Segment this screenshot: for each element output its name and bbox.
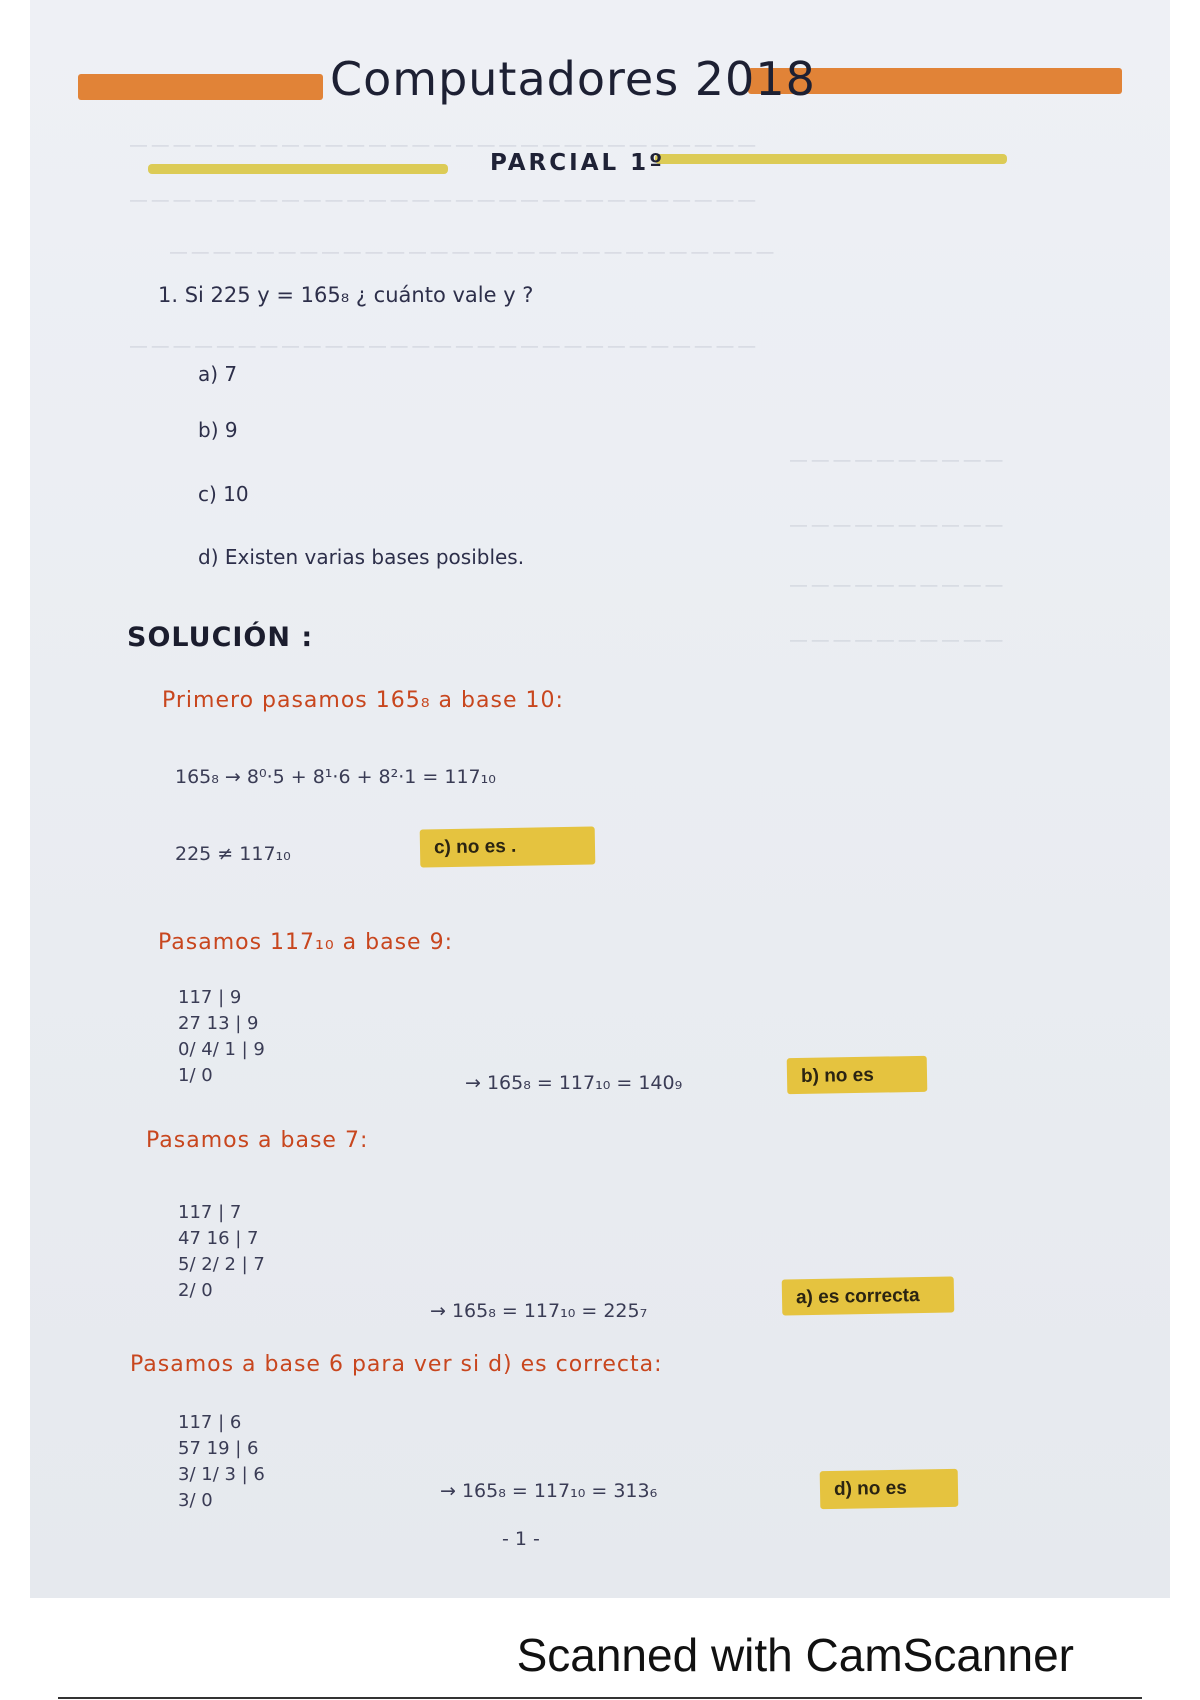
step3-result: → 165₈ = 117₁₀ = 225₇ — [430, 1300, 648, 1322]
page-number: - 1 - — [502, 1528, 540, 1550]
division-row: 1/ 0 — [178, 1065, 213, 1086]
bleed-through-text: — — — — — — — — — — — — — — — — — — — — — — — — — — — — — — [130, 336, 756, 355]
division-row: 5/ 2/ 2 | 7 — [178, 1254, 265, 1275]
solution-heading: SOLUCIÓN : — [127, 622, 314, 653]
step1-title: Primero pasamos 165₈ a base 10: — [162, 688, 564, 713]
division-row: 27 13 | 9 — [178, 1013, 259, 1034]
division-row: 47 16 | 7 — [178, 1228, 259, 1249]
verdict-b: b) no es — [787, 1056, 928, 1094]
bleed-through-text: — — — — — — — — — — — — — — — — — — — — — — — — — — — — — — [130, 135, 756, 154]
step4-division — [178, 1410, 265, 1514]
division-row: 3/ 0 — [178, 1490, 213, 1511]
step1-comparison: 225 ≠ 117₁₀ — [175, 843, 291, 865]
subtitle-highlight-left — [148, 164, 448, 174]
bleed-through-text: — — — — — — — — — — — — — — — — — — — — — — — — — — — — — — [130, 190, 756, 209]
division-row: 3/ 1/ 3 | 6 — [178, 1464, 265, 1485]
step3-title: Pasamos a base 7: — [146, 1128, 369, 1153]
exam-subtitle: PARCIAL 1º — [490, 150, 666, 176]
division-row: 117 | 6 — [178, 1412, 242, 1433]
page-title: Computadores 2018 — [330, 52, 816, 106]
question-text: 1. Si 225 y = 165₈ ¿ cuánto vale y ? — [158, 283, 534, 307]
step1-calculation: 165₈ → 8⁰·5 + 8¹·6 + 8²·1 = 117₁₀ — [175, 766, 496, 788]
division-row: 2/ 0 — [178, 1280, 213, 1301]
option-d: d) Existen varias bases posibles. — [198, 545, 525, 569]
verdict-c: c) no es . — [420, 826, 596, 867]
division-row: 117 | 7 — [178, 1202, 242, 1223]
subtitle-highlight-right — [655, 154, 1007, 164]
division-row: 117 | 9 — [178, 987, 242, 1008]
option-a: a) 7 — [198, 362, 238, 386]
verdict-d: d) no es — [820, 1469, 959, 1509]
verdict-a: a) es correcta — [782, 1277, 955, 1316]
division-row: 57 19 | 6 — [178, 1438, 259, 1459]
step2-title: Pasamos 117₁₀ a base 9: — [158, 930, 453, 955]
step2-result: → 165₈ = 117₁₀ = 140₉ — [465, 1072, 683, 1094]
bleed-through-text: — — — — — — — — — — — [790, 450, 1003, 469]
bleed-through-text: — — — — — — — — — — — [790, 630, 1003, 649]
option-c: c) 10 — [198, 482, 249, 506]
bleed-through-text: — — — — — — — — — — — [790, 575, 1003, 594]
bleed-through-text: — — — — — — — — — — — — — — — — — — — — — — — — — — — — — [170, 242, 774, 261]
footer-divider — [58, 1697, 1142, 1699]
title-highlight-left — [78, 74, 323, 100]
option-b: b) 9 — [198, 418, 238, 442]
camscanner-watermark: Scanned with CamScanner — [516, 1629, 1074, 1681]
step3-division — [178, 1200, 265, 1304]
step2-division — [178, 985, 265, 1089]
step4-title: Pasamos a base 6 para ver si d) es correcta: — [130, 1352, 663, 1377]
division-row: 0/ 4/ 1 | 9 — [178, 1039, 265, 1060]
scanned-page — [30, 0, 1170, 1598]
bleed-through-text: — — — — — — — — — — — [790, 515, 1003, 534]
step4-result: → 165₈ = 117₁₀ = 313₆ — [440, 1480, 658, 1502]
